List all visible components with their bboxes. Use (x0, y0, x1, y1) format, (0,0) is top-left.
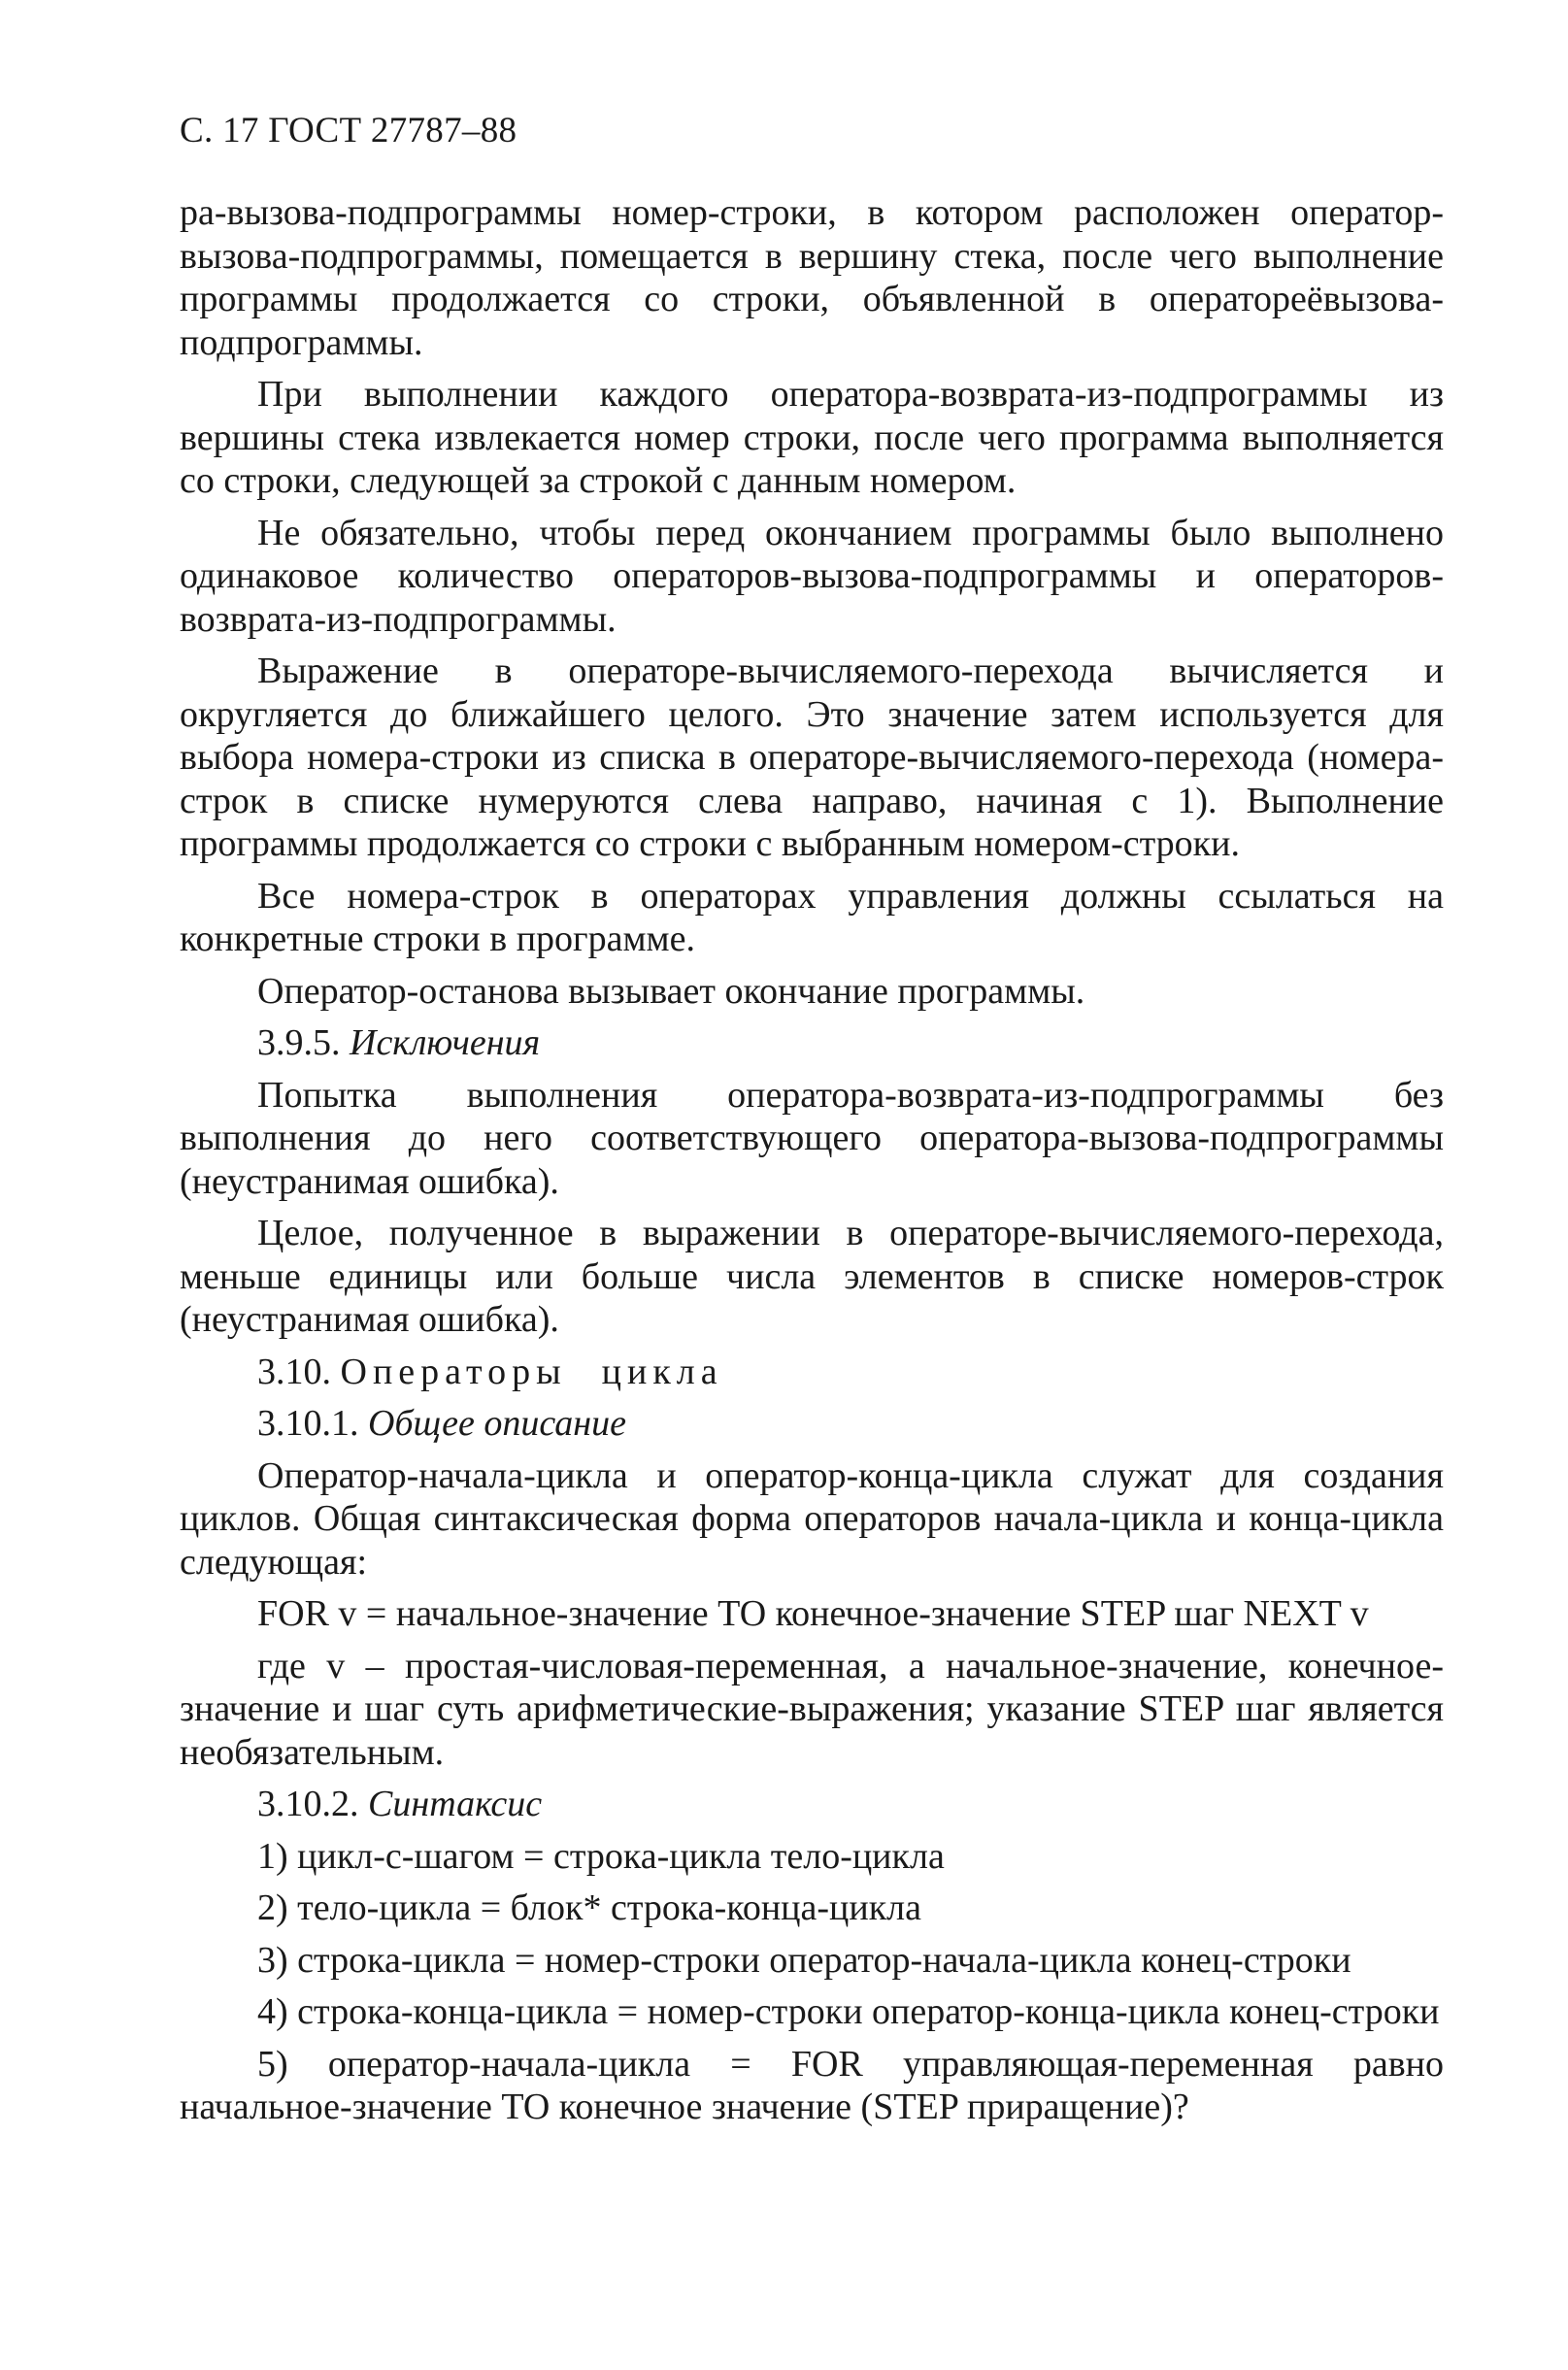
section-number: 3.10.1. (257, 1403, 359, 1444)
section-title-word: Операторы (340, 1351, 567, 1392)
section-heading-3-10 (180, 1351, 1444, 1394)
paragraph: При выполнении каждого оператора-возврата-из-подпрограммы из вершины стека извлекается номер строки, после чего программа выполняется со строки, следующей за строкой с данным номером. (180, 374, 1444, 501)
syntax-form: FOR v = начальное-значение TO конечное-значение STEP шаг NEXT v (257, 1593, 1369, 1634)
paragraph: Попытка выполнения оператора-возврата-из-подпрограммы без выполнения до него соответствующего оператора-вызова-подпрограммы (неустранимая ошибка). (180, 1074, 1444, 1202)
section-title: Общее описание (368, 1403, 627, 1444)
paragraph: где v – простая-числовая-переменная, а начальное-значение, конечное-значение и шаг суть арифметические-выражения; указание STEP шаг является необязательным. (180, 1645, 1444, 1773)
section-heading-3-10-2 (180, 1783, 1444, 1826)
section-number: 3.10. (257, 1351, 331, 1392)
paragraph: ра-вызова-подпрограммы номер-строки, в котором расположен оператор-вызова-подпрограммы, помещается в вершину стека, после чего выполнение программы продолжается со строки, объявленной в оператореёвызова-подпрограммы. (180, 192, 1444, 363)
paragraph: Целое, полученное в выражении в операторе-вычисляемого-перехода, меньше единицы или больше числа элементов в списке номеров-строк (неустранимая ошибка). (180, 1213, 1444, 1340)
section-number: 3.9.5. (257, 1022, 341, 1063)
paragraph: Оператор-начала-цикла и оператор-конца-цикла служат для создания циклов. Общая синтаксическая форма операторов начала-цикла и конца-цикла следующая: (180, 1454, 1444, 1583)
paragraph: Выражение в операторе-вычисляемого-перехода вычисляется и округляется до ближайшего целого. Это значение затем используется для выбора номера-строки из списка в операторе-вычисляемого-перехода (номера-строк в списке нумеруются слева направо, начиная с 1). Выполнение программы продолжается со строки с выбранным номером-строки. (180, 651, 1444, 864)
page-header: С. 17 ГОСТ 27787–88 (180, 111, 517, 150)
syntax-rule: 2) тело-цикла = блок* строка-конца-цикла (257, 1887, 921, 1928)
paragraph: Оператор-останова вызывает окончание программы. (257, 970, 1085, 1012)
section-title: Исключения (350, 1022, 541, 1063)
syntax-rule: 3) строка-цикла = номер-строки оператор-начала-цикла конец-строки (257, 1939, 1351, 1981)
paragraph: Все номера-строк в операторах управления должны ссылаться на конкретные строки в программе. (180, 875, 1444, 959)
section-title-word: цикла (601, 1351, 723, 1392)
section-heading-3-9-5 (180, 1021, 1444, 1065)
syntax-rule: 1) цикл-с-шагом = строка-цикла тело-цикла (257, 1835, 945, 1877)
syntax-rule: 4) строка-конца-цикла = номер-строки оператор-конца-цикла конец-строки (257, 1991, 1440, 2032)
paragraph: Не обязательно, чтобы перед окончанием программы было выполнено одинаковое количество операторов-вызова-подпрограммы и операторов-возврата-из-подпрограммы. (180, 512, 1444, 640)
section-heading-3-10-1 (180, 1402, 1444, 1446)
document-body (180, 191, 1444, 2138)
syntax-rule: 5) оператор-начала-цикла = FOR управляющая-переменная равно начальное-значение TO конечное значение (STEP приращение)? (180, 2043, 1444, 2127)
section-title: Синтаксис (368, 1784, 543, 1824)
section-number: 3.10.2. (257, 1784, 359, 1824)
